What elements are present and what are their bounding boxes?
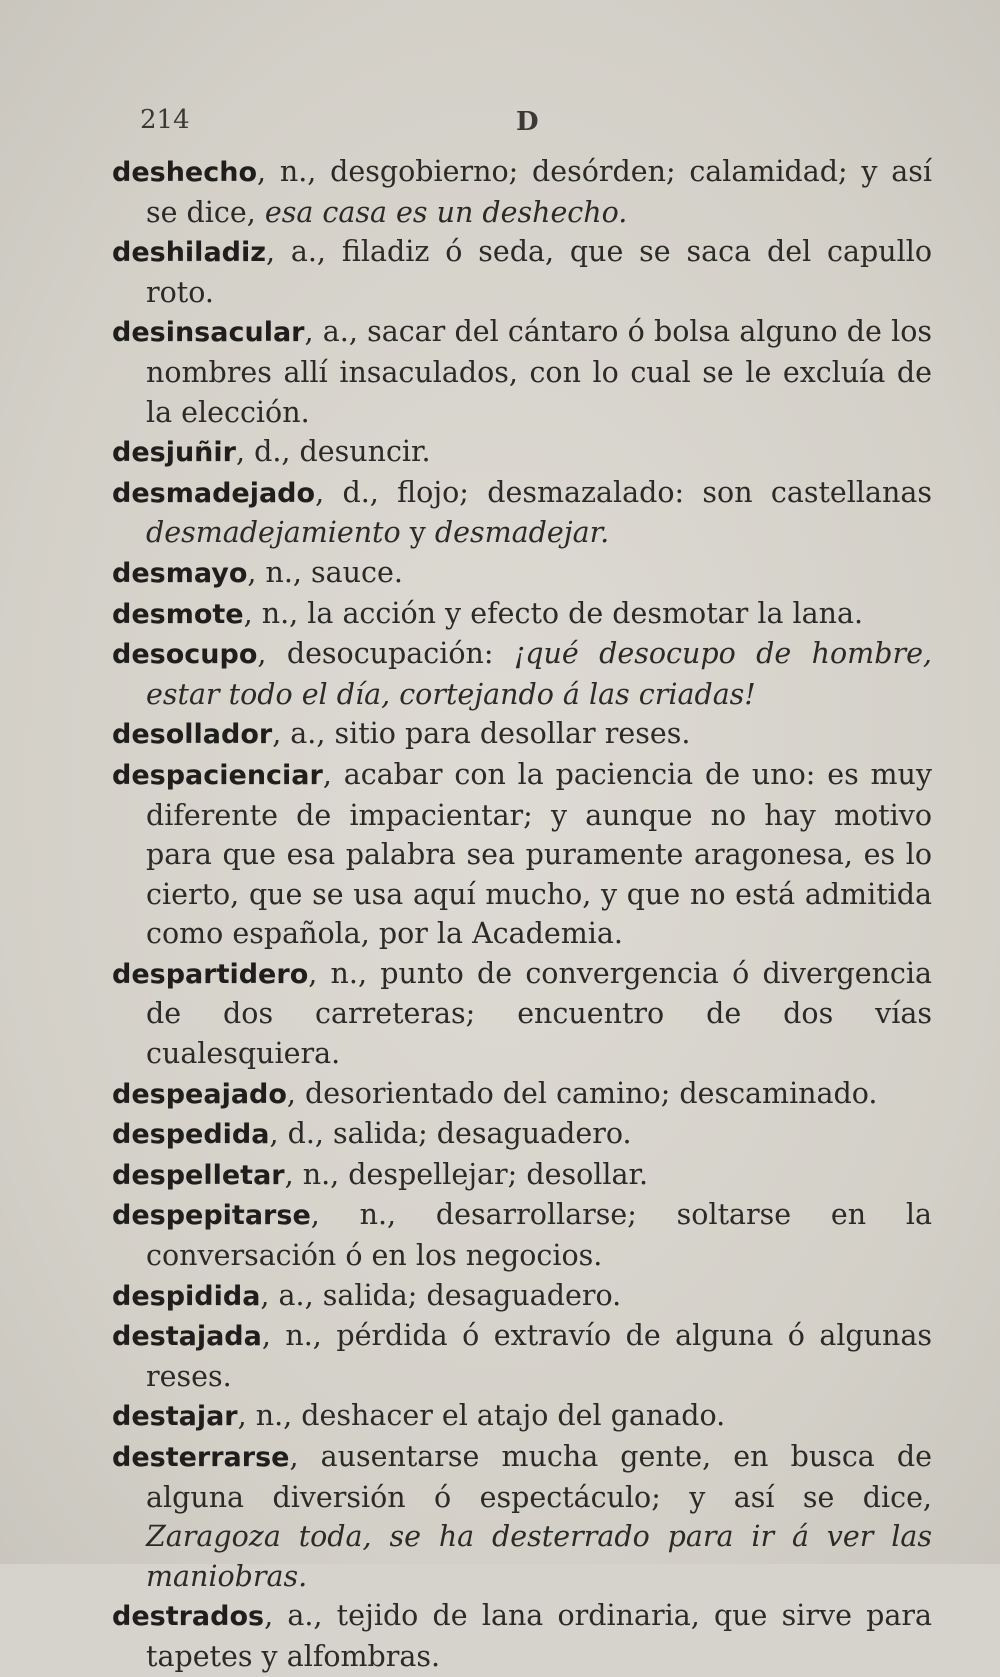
entry-headword: despacienciar — [112, 759, 323, 791]
dictionary-entry — [112, 1316, 932, 1396]
entry-definition: , n., desarrollarse; soltarse en la conversación ó en los negocios. — [146, 1198, 932, 1273]
page-header — [140, 105, 930, 145]
entry-headword: despartidero — [112, 958, 309, 990]
entry-definition: , desocupación: — [257, 637, 514, 671]
entry-example-italic: Zaragoza toda, se ha desterrado para ir á ver las maniobras. — [146, 1520, 932, 1593]
entry-headword: despelletar — [112, 1159, 285, 1191]
entry-definition: , a., salida; desaguadero. — [260, 1278, 622, 1312]
entry-headword: deshecho — [112, 157, 258, 188]
dictionary-entry — [112, 714, 932, 755]
dictionary-entry — [112, 553, 932, 594]
dictionary-entry — [112, 634, 932, 714]
entry-headword: desjuñir — [112, 437, 236, 469]
dictionary-entry — [112, 594, 932, 635]
entry-headword: desmote — [112, 598, 244, 630]
dictionary-entry — [112, 954, 932, 1074]
dictionary-entry — [112, 1155, 932, 1196]
entry-definition: , a., tejido de lana ordinaria, que sirve para tapetes y alfombras. — [146, 1599, 932, 1673]
entry-example-italic: ¡qué desocupo de hombre, estar todo el día, cortejando á las criadas! — [146, 637, 932, 711]
entry-headword: desinsacular — [112, 317, 305, 349]
entry-headword: desterrarse — [112, 1442, 290, 1473]
entry-definition: , acabar con la paciencia de uno: es muy diferente de impacientar; y aunque no hay motivo para que esa palabra sea puramente aragonesa, es lo cierto, que se usa aquí mucho, y que no está admitida como española, por la Academia. — [146, 757, 932, 951]
entry-example-italic: desmadejamiento — [146, 516, 401, 550]
entry-headword: destajar — [112, 1401, 238, 1433]
entry-definition: , d., salida; desaguadero. — [269, 1117, 632, 1151]
entry-definition: , n., desgobierno; desórden; calamidad; y así se dice, — [146, 155, 932, 229]
entry-definition: , a., sacar del cántaro ó bolsa alguno de los nombres allí insaculados, con lo cual se le excluía de la elección. — [146, 315, 932, 429]
dictionary-entry — [112, 1074, 932, 1115]
entry-definition: , desorientado del camino; descaminado. — [286, 1076, 878, 1110]
page-number: 214 — [140, 105, 190, 135]
entry-definition: , ausentarse mucha gente, en busca de alguna diversión ó espectáculo; y así se dice, — [146, 1440, 932, 1514]
dictionary-entry — [112, 755, 932, 954]
entry-definition: , a., filadiz ó seda, que se saca del capullo roto. — [146, 235, 932, 309]
dictionary-entry — [112, 473, 932, 553]
dictionary-entry — [112, 232, 932, 312]
running-head: D — [516, 107, 539, 137]
entry-headword: despedida — [112, 1119, 270, 1151]
dictionary-entry — [112, 1437, 932, 1596]
entry-definition: , n., la acción y efecto de desmotar la lana. — [243, 596, 864, 630]
entry-example-italic: desmadejar. — [434, 516, 610, 550]
entry-definition: , n., deshacer el atajo del ganado. — [237, 1399, 726, 1433]
entry-example-italic: esa casa es un deshecho. — [264, 195, 628, 229]
entry-headword: desocupo — [112, 639, 258, 671]
dictionary-entry — [112, 1114, 932, 1155]
entry-headword: despepitarse — [112, 1200, 311, 1232]
entry-definition: , d., desuncir. — [235, 435, 431, 469]
dictionary-entry — [112, 1276, 932, 1317]
entry-definition: , n., despellejar; desollar. — [284, 1157, 648, 1191]
dictionary-entry — [112, 432, 932, 473]
entry-headword: despeajado — [112, 1078, 287, 1110]
entry-definition: , n., pérdida ó extravío de alguna ó algunas reses. — [146, 1319, 932, 1393]
dictionary-entry — [112, 312, 932, 432]
dictionary-entry — [112, 1396, 932, 1437]
entry-definition: , n., sauce. — [247, 555, 403, 589]
entry-headword: despidida — [112, 1280, 261, 1312]
dictionary-entry — [112, 1596, 932, 1676]
entry-headword: desmayo — [112, 557, 248, 589]
dictionary-entries — [112, 152, 932, 1677]
entry-headword: destrados — [112, 1601, 265, 1633]
entry-definition: , n., punto de convergencia ó divergencia de dos carreteras; encuentro de dos vías cualesquiera. — [146, 956, 932, 1071]
entry-headword: deshiladiz — [112, 237, 266, 269]
entry-headword: desmadejado — [112, 477, 316, 509]
entry-definition: , a., sitio para desollar reses. — [272, 717, 691, 751]
dictionary-entry — [112, 152, 932, 232]
entry-headword: desollador — [112, 719, 273, 751]
entry-definition: , d., flojo; desmazalado: son castellanas — [315, 475, 932, 509]
entry-headword: destajada — [112, 1321, 262, 1353]
entry-definition: y — [400, 516, 435, 550]
dictionary-entry — [112, 1195, 932, 1275]
